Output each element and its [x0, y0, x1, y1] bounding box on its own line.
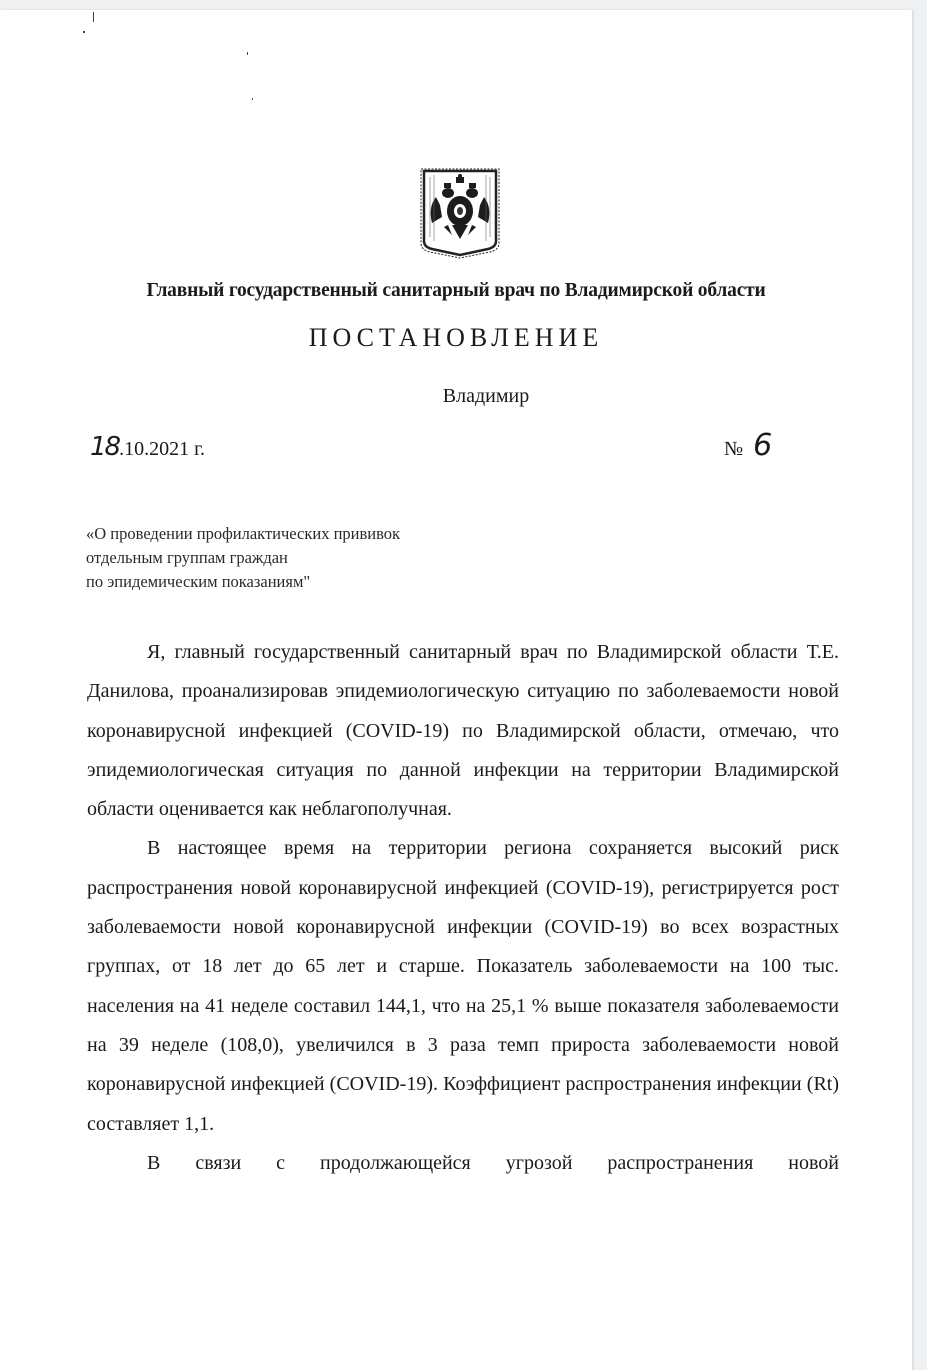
- document-number: [724, 428, 772, 463]
- subject-line: отдельным группам граждан: [86, 548, 288, 567]
- document-body: [87, 633, 839, 1183]
- body-paragraph: В настоящее время на территории региона сохраняется высокий риск распространения новой коронавирусной инфекцией (COVID-19), регистрируется рост заболеваемости новой коронавирусной инфекции (COVID-19) во всех возрастных группах, от 18 лет до 65 лет и старше. Показатель заболеваемости на 100 тыс. населения на 41 неделе составил 144,1, что на 25,1 % выше показателя заболеваемости на 39 неделе (108,0), увеличился в 3 раза темп прироста заболеваемости новой коронавирусной инфекцией (COVID-19). Коэффициент распространения инфекции (Rt) составляет 1,1.: [87, 837, 839, 1135]
- subject-line: «О проведении профилактических прививок: [86, 524, 401, 543]
- issuing-authority: Главный государственный санитарный врач по Владимирской области: [146, 280, 766, 301]
- city-name: Владимир: [442, 385, 530, 407]
- number-label: №: [724, 438, 744, 460]
- document-page: [0, 10, 912, 1370]
- document-type-title: ПОСТАНОВЛЕНИЕ: [308, 323, 604, 352]
- coat-of-arms-icon: [418, 167, 502, 259]
- handwritten-day: 18: [90, 432, 120, 462]
- printed-date: .10.2021 г.: [119, 438, 206, 460]
- scan-artifact: [252, 98, 253, 100]
- document-subject: [86, 522, 400, 594]
- scan-artifact: [247, 52, 248, 55]
- body-paragraph: Я, главный государственный санитарный врач по Владимирской области Т.Е. Данилова, проанализировав эпидемиологическую ситуацию по заболеваемости новой коронавирусной инфекцией (COVID-19) по Владимирской области, отмечаю, что эпидемиологическая ситуация по данной инфекции на территории Владимирской области оценивается как неблагополучная.: [87, 641, 839, 821]
- scan-artifact: [93, 12, 94, 22]
- body-paragraph: В связи с продолжающейся угрозой распространения новой: [147, 1151, 839, 1174]
- document-date: [90, 432, 205, 462]
- handwritten-number: 6: [753, 428, 773, 463]
- scan-artifact: [83, 31, 85, 33]
- subject-line: по эпидемическим показаниям": [86, 572, 311, 591]
